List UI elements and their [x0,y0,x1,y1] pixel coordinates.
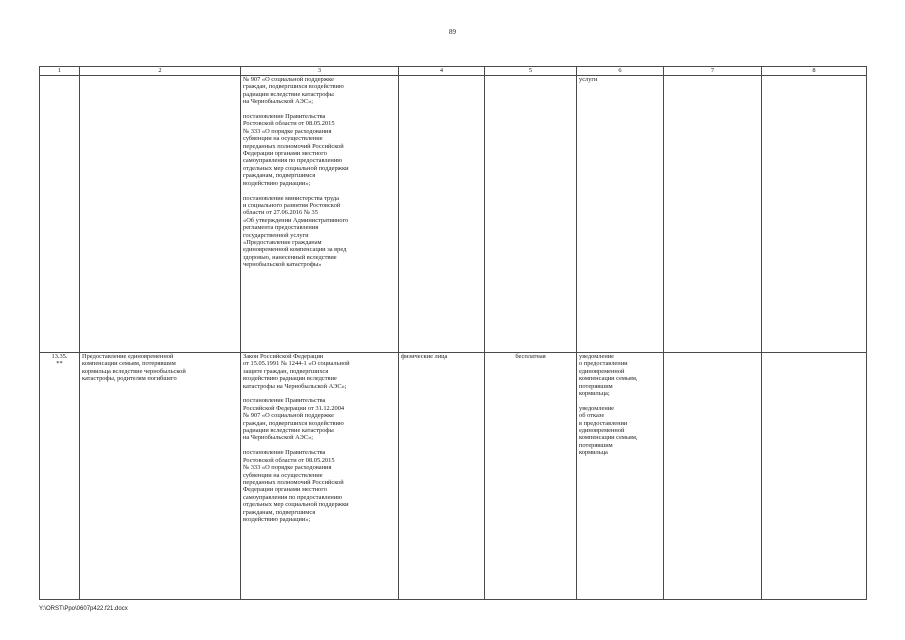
column-header-3: 3 [241,67,399,76]
payment-cell: бесплатная [485,353,577,600]
row-number-cell: 13.35. ** [40,353,80,600]
column-header-6: 6 [577,67,664,76]
column-8-cell [762,76,867,353]
service-name-cell [80,76,241,353]
page-number: 89 [449,28,456,36]
column-header-2: 2 [80,67,241,76]
payment-cell [485,76,577,353]
column-8-cell [762,353,867,600]
table-row [40,76,867,353]
services-table [39,66,867,600]
column-header-5: 5 [485,67,577,76]
header-row [40,67,867,76]
column-header-8: 8 [762,67,867,76]
column-7-cell [664,76,762,353]
recipients-cell [399,76,485,353]
column-7-cell [664,353,762,600]
legal-basis-cell: № 907 «О социальной поддержке граждан, подвергшихся воздействию радиации вследствие катастрофы на Чернобыльской АЭС»; постановление Правительства Ростовской области от 08.05.2015 № 333 «О порядке расходования субвенции на осуществление переданных полномочий Российской Федерации органами местного самоуправления по предоставлению отдельных мер социальной поддержки гражданам, подвергшимся воздействию радиации»; постановление министерства труда и социального развития Ростовской области от 27.06.2016 № 35 «Об утверждении Административного регламента предоставления государственной услуги «Предоставление гражданам единовременной компенсации за вред здоровью, нанесенный вследствие чернобыльской катастрофы» [241,76,399,353]
table-row [40,353,867,600]
file-path-footer: Y:\ORST\Ppo\0607p422.f21.docx [39,606,128,612]
service-name-cell: Предоставление единовременной компенсации семьям, потерявшим кормильца вследствие чернобыльской катастрофы, родителям погибшего [80,353,241,600]
row-number-cell [40,76,80,353]
column-header-7: 7 [664,67,762,76]
recipients-cell: физические лица [399,353,485,600]
result-cell: услуги [577,76,664,353]
legal-basis-cell: Закон Российской Федерации от 15.05.1991 № 1244-1 «О социальной защите граждан, подвергшихся воздействию радиации вследствие катастрофы на Чернобыльской АЭС»; постановление Правительства Российской Федерации от 31.12.2004 № 907 «О социальной поддержке граждан, подвергшихся воздействию радиации вследствие катастрофы на Чернобыльской АЭС»; постановление Правительства Ростовской области от 08.05.2015 № 333 «О порядке расходования субвенции на осуществление переданных полномочий Российской Федерации органами местного самоуправления по предоставлению отдельных мер социальной поддержки гражданам, подвергшимся воздействию радиации»; [241,353,399,600]
column-header-1: 1 [40,67,80,76]
result-cell: уведомление о предоставлении единовременной компенсации семьям, потерявшим кормильца; уведомление об отказе в предоставлении единовременной компенсации семьям, потерявшим кормильца [577,353,664,600]
column-header-4: 4 [399,67,485,76]
